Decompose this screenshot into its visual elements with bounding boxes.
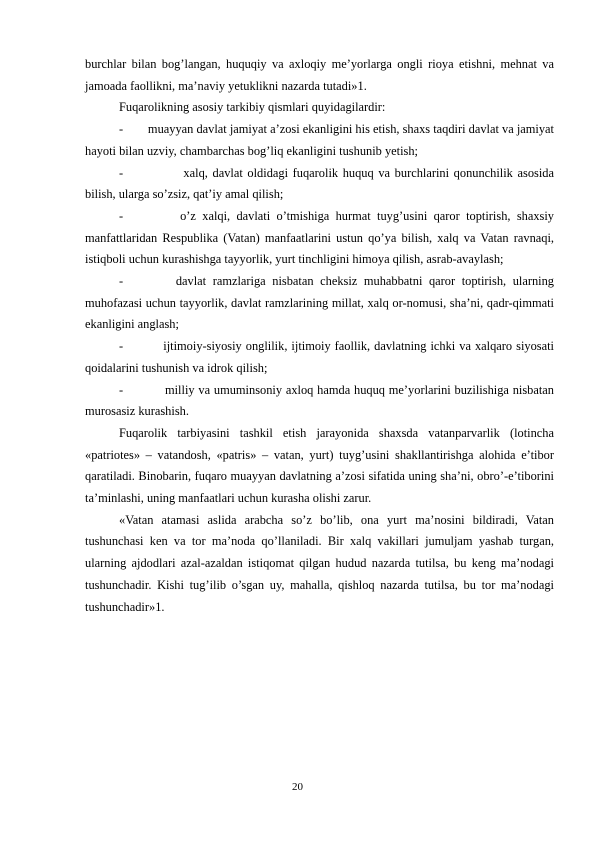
page-number: 20	[292, 781, 303, 793]
list-item: - milliy va umuminsoniy axloq hamda huquq me’yorlarini buzilishiga nisbatan murosasiz kurashish.	[85, 382, 554, 419]
list-item: - o’z xalqi, davlati o’tmishiga hurmat tuyg’usini qaror toptirish, shaxsiy manfattlaridan Respublika (Vatan) manfaatlarini ustun qo’ya bilish, xalq va Vatan ravnaqi, istiqboli uchun kurashishga tayyorlik, yurt tinchligini himoya qilish, asrab-avaylash;	[85, 208, 554, 267]
paragraph: burchlar bilan bog’langan, huquqiy va axloqiy me’yorlarga ongli rioya etishni, mehnat va jamoada faollikni, ma’naviy yetuklikni nazarda tutadi»1.	[85, 57, 554, 93]
list-item: - ijtimoiy-siyosiy onglilik, ijtimoiy faollik, davlatning ichki va xalqaro siyosati qoidalarini tushunish va idrok qilish;	[85, 339, 554, 375]
paragraph: Fuqarolikning asosiy tarkibiy qismlari quyidagilardir:	[119, 100, 386, 115]
list-item: - xalq, davlat oldidagi fuqarolik huquq va burchlarini qonunchilik asosida bilish, ularga so’zsiz, qat’iy amal qilish;	[85, 165, 554, 202]
list-item: - muayyan davlat jamiyat a’zosi ekanligini his etish, shaxs taqdiri davlat va jamiyat hayoti bilan uzviy, chambarchas bog’liq ekanligini tushunib yetish;	[85, 122, 554, 158]
list-item: - davlat ramzlariga nisbatan cheksiz muhabbatni qaror toptirish, ularning muhofazasi uchun tayyorlik, davlat ramzlarining millat, xalq or-nomusi, sha’ni, qadr-qimmati ekanligini anglash;	[85, 274, 554, 332]
body-text	[85, 54, 554, 618]
paragraph: «Vatan atamasi aslida arabcha so’z bo’lib, ona yurt ma’nosini bildiradi, Vatan tushunchasi ken va tor ma’noda qo’llaniladi. Bir xalq vakillari jumuljam yashab turgan, ularning ajdodlari azal-azaldan istiqomat qilgan hudud nazarda tutilsa, bu keng ma’nodagi tushunchadir. Kishi tug’ilib o’sgan uy, mahalla, qishloq nazarda tutilsa, bu tor ma’nodagi tushunchadir»1.	[85, 512, 554, 614]
paragraph: Fuqarolik tarbiyasini tashkil etish jarayonida shaxsda vatanparvarlik (lotincha «patriotes» – vatandosh, «patris» – vatan, yurt) tuyg’usini shakllantirishga alohida e’tibor qaratiladi. Binobarin, fuqaro muayyan davlatning a’zosi sifatida uning sha’ni, obro’-e’tiborini ta’minlashi, uning manfaatlari uchun kurasha olishi zarur.	[85, 425, 554, 506]
